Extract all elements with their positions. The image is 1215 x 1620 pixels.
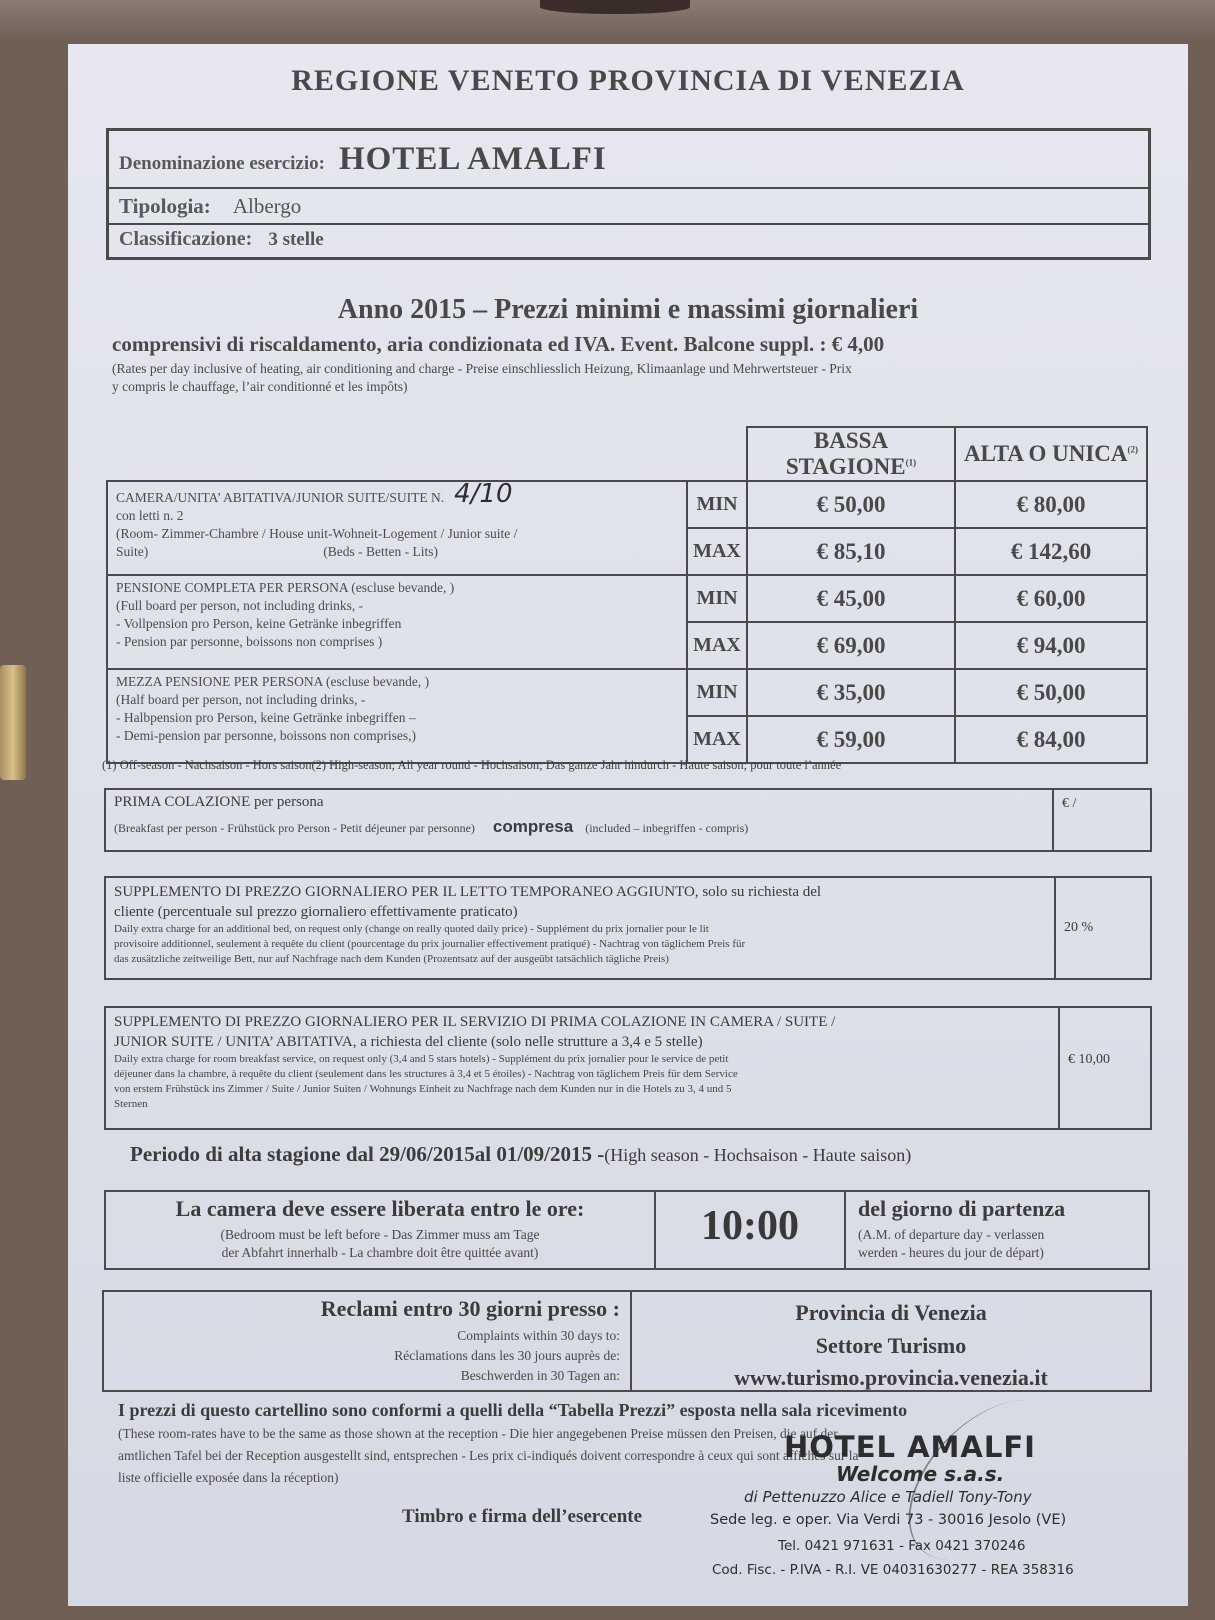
frame-hanger xyxy=(540,0,690,14)
colazione-camera-box xyxy=(104,1006,1152,1130)
pensione-completa-min-alta: € 60,00 xyxy=(955,575,1147,622)
stamp-owner: di Pettenuzzo Alice e Tadiell Tony-Tony xyxy=(744,1488,1032,1506)
letto-line: das zusätzliche zeitweilige Bett, nur auf Nachfrage nach dem Kunden (Prozentsatz auf der ausgeübt tatsächlich tägliche Preis) xyxy=(114,953,669,965)
checkout-suffix-cell xyxy=(858,1196,1148,1262)
conformity-line: (These room-rates have to be the same as those shown at the reception - Die hier angegebenen Preise müssen den Preisen, die auf der xyxy=(118,1426,838,1441)
letto-line: cliente (percentuale sul prezzo giornaliero effettivamente praticato) xyxy=(114,904,518,920)
hotel-info-box xyxy=(106,128,1151,260)
colazione-camera-text xyxy=(106,1008,1061,1116)
stamp-hotel-name: HOTEL AMALFI xyxy=(784,1430,1036,1464)
classificazione-row xyxy=(109,225,1148,257)
price-title: Anno 2015 – Prezzi minimi e massimi giornalieri xyxy=(337,294,919,325)
period-label: Periodo di alta stagione dal 29/06/2015al 01/09/2015 - xyxy=(130,1142,605,1166)
camera-max-alta: € 142,60 xyxy=(955,528,1147,575)
mezza-pensione-min-bassa: € 35,00 xyxy=(747,669,955,716)
colazione-translation: (Breakfast per person - Frühstück pro Person - Petit déjeuner par personne) xyxy=(114,821,475,835)
classificazione-value: 3 stelle xyxy=(268,229,324,250)
camera-max-bassa: € 85,10 xyxy=(747,528,955,575)
period-translation: (High season - Hochsaison - Haute saison) xyxy=(604,1145,912,1165)
colazione-camera-value: € 10,00 xyxy=(1058,1008,1150,1128)
classificazione-label: Classificazione: xyxy=(119,228,253,250)
complaints-translation: Beschwerden in 30 Tagen an: xyxy=(460,1368,620,1383)
price-subtitle: comprensivi di riscaldamento, aria condizionata ed IVA. Event. Balcone suppl. : € 4,00 xyxy=(112,332,885,356)
pensione-completa-min-label: MIN xyxy=(687,575,747,622)
tipologia-row xyxy=(109,189,1148,225)
mezza-pensione-min-alta: € 50,00 xyxy=(955,669,1147,716)
mezza-pensione-max-bassa: € 59,00 xyxy=(747,716,955,763)
camera-description: CAMERA/UNITA’ ABITATIVA/JUNIOR SUITE/SUITE N. 4/10 con letti n. 2 (Room- Zimmer-Chambre / House unit-Wohneit-Logement / Junior suite / Suite) (Beds - Betten - Lits) xyxy=(107,481,687,575)
conformity-line: I prezzi di questo cartellino sono conformi a quelli della “Tabella Prezzi” esposta nella sala ricevimento xyxy=(118,1400,908,1420)
checkout-box xyxy=(104,1190,1150,1270)
translation-line: y compris le chauffage, l’air conditionné et les impôts) xyxy=(112,379,408,394)
mezza-pensione-min-label: MIN xyxy=(687,669,747,716)
pensione-completa-min-bassa: € 45,00 xyxy=(747,575,955,622)
complaints-label: Reclami entro 30 giorni presso : xyxy=(320,1296,620,1321)
stamp-address: Sede leg. e oper. Via Verdi 73 - 30016 Jesolo (VE) xyxy=(710,1512,1067,1528)
letto-line: Daily extra charge for an additional bed, on request only (change on really quoted daily price) - Supplément du prix jornalier pour le lit xyxy=(114,923,709,935)
camera-min-bassa: € 50,00 xyxy=(747,481,955,528)
denominazione-row xyxy=(109,131,1148,189)
checkout-translation: (Bedroom must be left before - Das Zimmer muss am Tage xyxy=(220,1227,540,1242)
pensione-completa-max-bassa: € 69,00 xyxy=(747,622,955,669)
stamp-phone: Tel. 0421 971631 - Fax 0421 370246 xyxy=(778,1538,1026,1554)
checkout-suffix-translation: werden - heures du jour de départ) xyxy=(858,1245,1044,1260)
colazione-value: compresa xyxy=(492,817,574,836)
colazione-value-translation: (included – inbegriffen - compris) xyxy=(585,821,749,835)
season-footnote: (1) Off-season - Nachsaison - Hors saison(2) High-season; All year round - Hochsaison; Das ganze Jahr hindurch - Haute saison; pour toute l’année xyxy=(102,758,842,772)
denominazione-label: Denominazione esercizio: xyxy=(119,153,325,174)
frame-clip xyxy=(0,665,26,780)
pensione-completa-description: PENSIONE COMPLETA PER PERSONA (escluse bevande, ) (Full board per person, not including drinks, - - Vollpension pro Person, keine Getränke inbegriffen - Pension par personne, boissons non comprises ) xyxy=(107,575,687,669)
complaints-translation: Réclamations dans les 30 jours auprès de: xyxy=(394,1348,620,1363)
checkout-translation: der Abfahrt innerhalb - La chambre doit être quittée avant) xyxy=(221,1245,539,1260)
tipologia-value: Albergo xyxy=(232,194,302,218)
office-sector: Settore Turismo xyxy=(815,1333,967,1358)
mezza-pensione-max-alta: € 84,00 xyxy=(955,716,1147,763)
conformity-line: amtlichen Tafel bei der Reception ausgestellt sind, entsprechen - Les prix ci-indiqués doivent correspondre à ceux qui sont affichés sur la xyxy=(118,1448,859,1463)
price-subtitle-translation xyxy=(112,360,1152,396)
colazione-box xyxy=(104,788,1152,852)
checkout-label: La camera deve essere liberata entro le ore: xyxy=(175,1196,585,1221)
letto-value: 20 % xyxy=(1054,878,1150,978)
conformity-line: liste officielle exposée dans la réception) xyxy=(118,1470,339,1485)
pensione-completa-max-alta: € 94,00 xyxy=(955,622,1147,669)
office-name: Provincia di Venezia xyxy=(795,1300,987,1325)
colazione-camera-line: von erstem Frühstück ins Zimmer / Suite / Junior Suiten / Wohnungs Einheit zu Nachfrage nach dem Kunden nur in die Hotels zu 3, 4 und 5 xyxy=(114,1083,732,1095)
letto-supplement-box xyxy=(104,876,1152,980)
camera-min-alta: € 80,00 xyxy=(955,481,1147,528)
colazione-camera-line: Daily extra charge for room breakfast service, on request only (3,4 and 5 stars hotels) - Supplément du prix jornalier pour le service de petit xyxy=(114,1053,729,1065)
colazione-price: € / xyxy=(1052,790,1150,850)
camera-min-label: MIN xyxy=(687,481,747,528)
colazione-camera-line: SUPPLEMENTO DI PREZZO GIORNALIERO PER IL SERVIZIO DI PRIMA COLAZIONE IN CAMERA / SUITE / xyxy=(114,1014,836,1030)
translation-line: (Rates per day inclusive of heating, air conditioning and charge - Preise einschliesslich Heizung, Klimaanlage und Mehrwertsteuer - Prix xyxy=(112,361,852,376)
mezza-pensione-max-label: MAX xyxy=(687,716,747,763)
mezza-pensione-description: MEZZA PENSIONE PER PERSONA (escluse bevande, ) (Half board per person, not including drinks, - - Halbpension pro Person, keine Getränke inbegriffen – - Demi-pension par personne, boissons non comprises,) xyxy=(107,669,687,763)
handwritten-room-number: 4/10 xyxy=(454,479,513,509)
complaints-box xyxy=(102,1290,1152,1392)
pensione-completa-max-label: MAX xyxy=(687,622,747,669)
stamp-fiscal: Cod. Fisc. - P.IVA - R.I. VE 04031630277 - REA 358316 xyxy=(712,1562,1074,1578)
checkout-label-cell xyxy=(106,1196,654,1262)
colazione-text xyxy=(106,790,1051,841)
price-table xyxy=(106,426,1148,764)
checkout-time: 10:00 xyxy=(654,1192,846,1268)
checkout-suffix: del giorno di partenza xyxy=(858,1196,1066,1221)
price-notice-sheet xyxy=(68,44,1188,1606)
stamp-company: Welcome s.a.s. xyxy=(836,1462,1005,1486)
col-header-alta: ALTA O UNICA$^{(2)}$ xyxy=(955,427,1147,481)
letto-text xyxy=(106,878,1056,971)
high-season-period xyxy=(130,1142,911,1167)
colazione-translation-line xyxy=(114,817,1043,837)
complaints-office-cell xyxy=(630,1292,1150,1390)
checkout-suffix-translation: (A.M. of departure day - verlassen xyxy=(858,1227,1045,1242)
colazione-camera-line: déjeuner dans la chambre, à requête du client (seulement dans les structures à 3,4 et 5 étoiles) - Nachtrag von täglichem Preis für dem Service xyxy=(114,1068,738,1080)
camera-max-label: MAX xyxy=(687,528,747,575)
signature-label: Timbro e firma dell’esercente xyxy=(402,1506,643,1527)
colazione-label: PRIMA COLAZIONE per persona xyxy=(114,794,324,810)
complaints-label-cell xyxy=(104,1296,630,1386)
hotel-name: HOTEL AMALFI xyxy=(338,141,607,177)
letto-line: provisoire additionnel, seulement à requête du client (pourcentage du prix journalier effectivement pratiqué) - Nachtrag von täglichem Preis für xyxy=(114,938,746,950)
col-header-bassa: BASSA STAGIONE$^{(1)}$ xyxy=(747,427,955,481)
region-heading: REGIONE VENETO PROVINCIA DI VENEZIA xyxy=(291,64,965,97)
office-website[interactable]: www.turismo.provincia.venezia.it xyxy=(734,1365,1048,1390)
letto-line: SUPPLEMENTO DI PREZZO GIORNALIERO PER IL LETTO TEMPORANEO AGGIUNTO, solo su richiesta del xyxy=(114,884,822,900)
colazione-camera-line: Sternen xyxy=(114,1098,148,1110)
complaints-translation: Complaints within 30 days to: xyxy=(457,1328,620,1343)
tipologia-label: Tipologia: xyxy=(119,194,211,218)
colazione-camera-line: JUNIOR SUITE / UNITA’ ABITATIVA, a richiesta del cliente (solo nelle strutture a 3,4 e 5 stelle) xyxy=(114,1034,703,1050)
